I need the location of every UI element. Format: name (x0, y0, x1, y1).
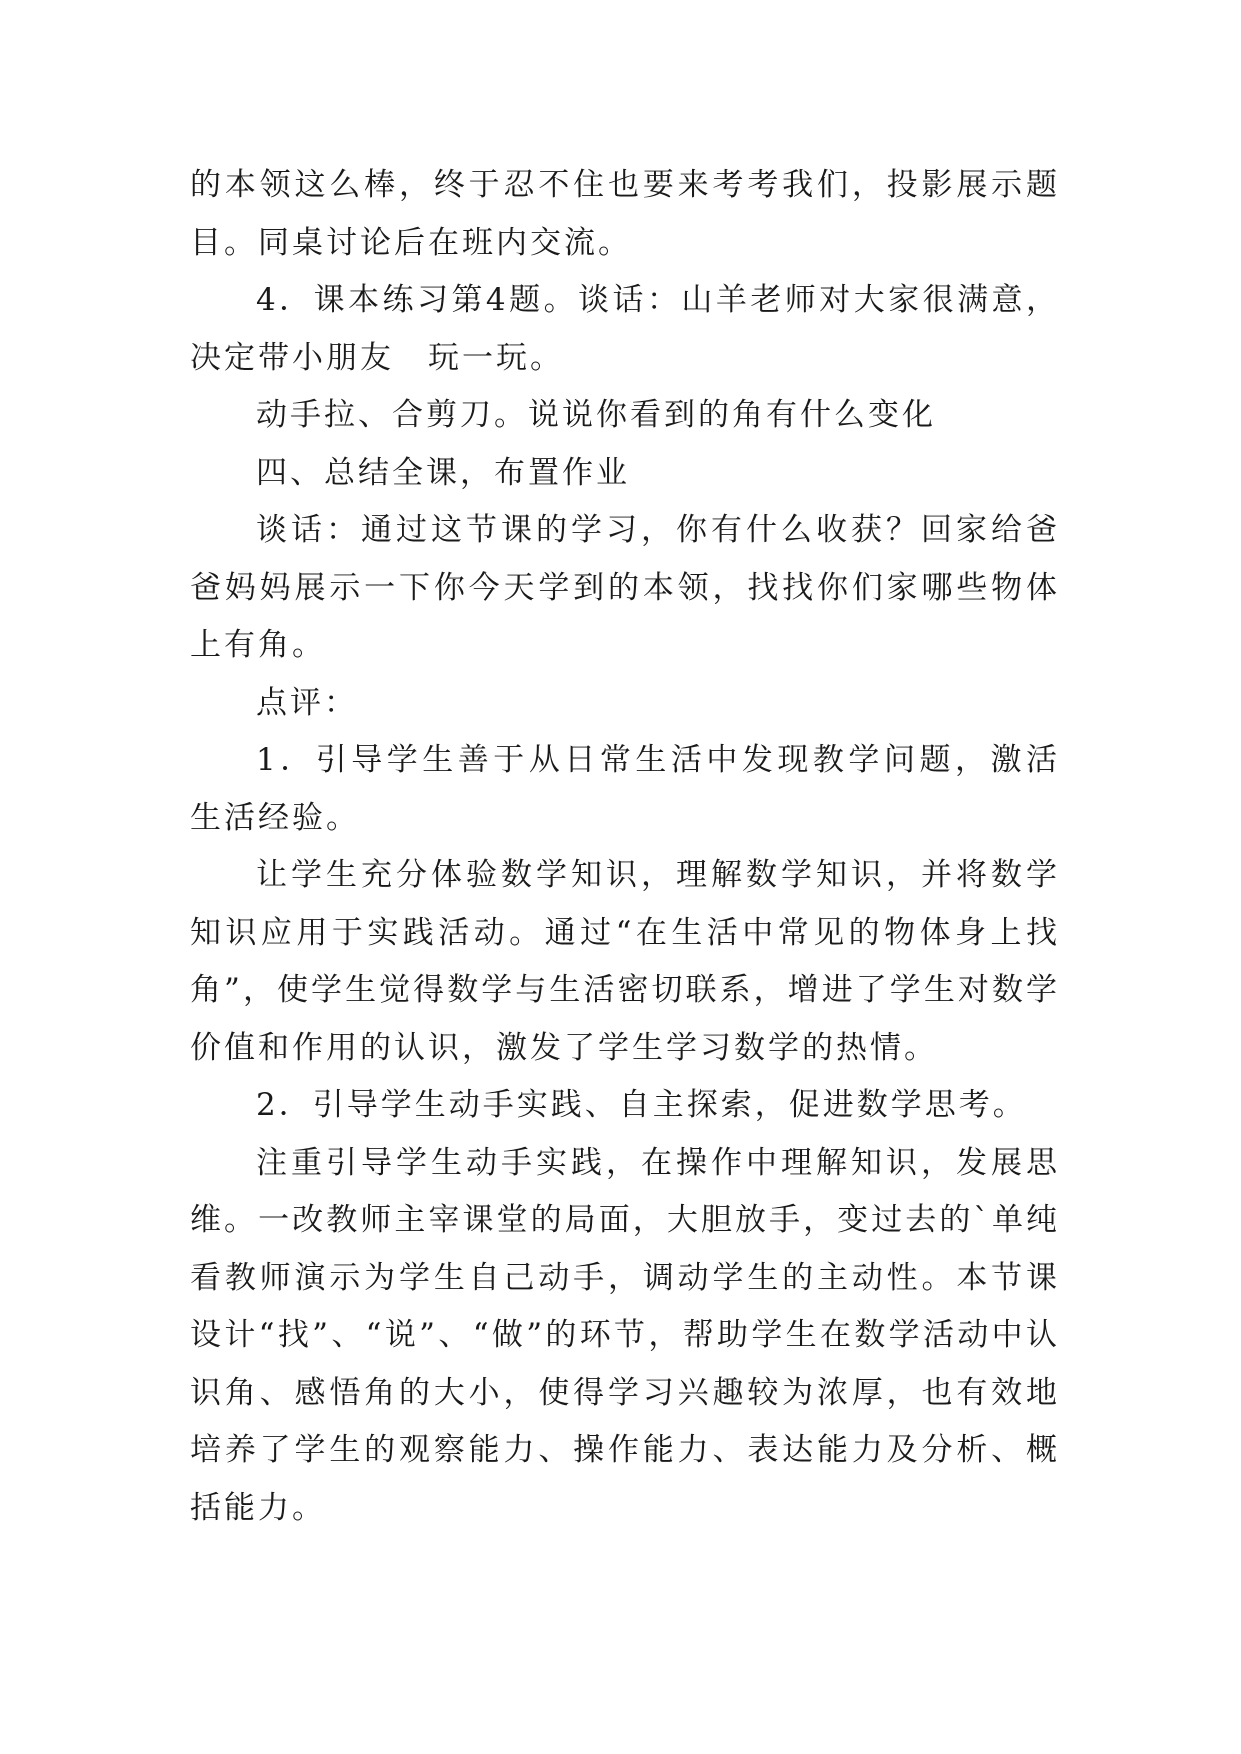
paragraph-continuation: 的本领这么棒，终于忍不住也要来考考我们，投影展示题目。同桌讨论后在班内交流。 (190, 167, 1060, 261)
paragraph-point-1: 1．引导学生善于从日常生活中发现教学问题，激活生活经验。 (190, 742, 1060, 836)
paragraph-commentary-label: 点评： (256, 684, 358, 721)
paragraph-point-2: 2．引导学生动手实践、自主探索，促进数学思考。 (256, 1087, 1027, 1123)
paragraph-point-1-detail: 让学生充分体验数学知识，理解数学知识，并将数学知识应用于实践活动。通过“在生活中常见的物体身上找角”，使学生觉得数学与生活密切联系，增进了学生对数学价值和作用的认识，激发了学生学习数学的热情。 (190, 857, 1060, 1066)
paragraph-closing-talk: 谈话：通过这节课的学习，你有什么收获？回家给爸爸妈妈展示一下你今天学到的本领，找找你们家哪些物体上有角。 (190, 512, 1060, 663)
paragraph-exercise-4: 4．课本练习第4题。谈话：山羊老师对大家很满意，决定带小朋友 玩一玩。 (190, 282, 1060, 376)
paragraph-scissors-activity: 动手拉、合剪刀。说说你看到的角有什么变化 (256, 397, 936, 433)
section-heading-summary: 四、总结全课，布置作业 (256, 454, 630, 491)
document-body (190, 157, 1060, 1537)
paragraph-point-2-detail: 注重引导学生动手实践，在操作中理解知识，发展思维。一改教师主宰课堂的局面，大胆放手，变过去的`单纯看教师演示为学生自己动手，调动学生的主动性。本节课设计“找”、“说”、“做”的环节，帮助学生在数学活动中认识角、感悟角的大小，使得学习兴趣较为浓厚，也有效地培养了学生的观察能力、操作能力、表达能力及分析、概括能力。 (190, 1144, 1060, 1526)
